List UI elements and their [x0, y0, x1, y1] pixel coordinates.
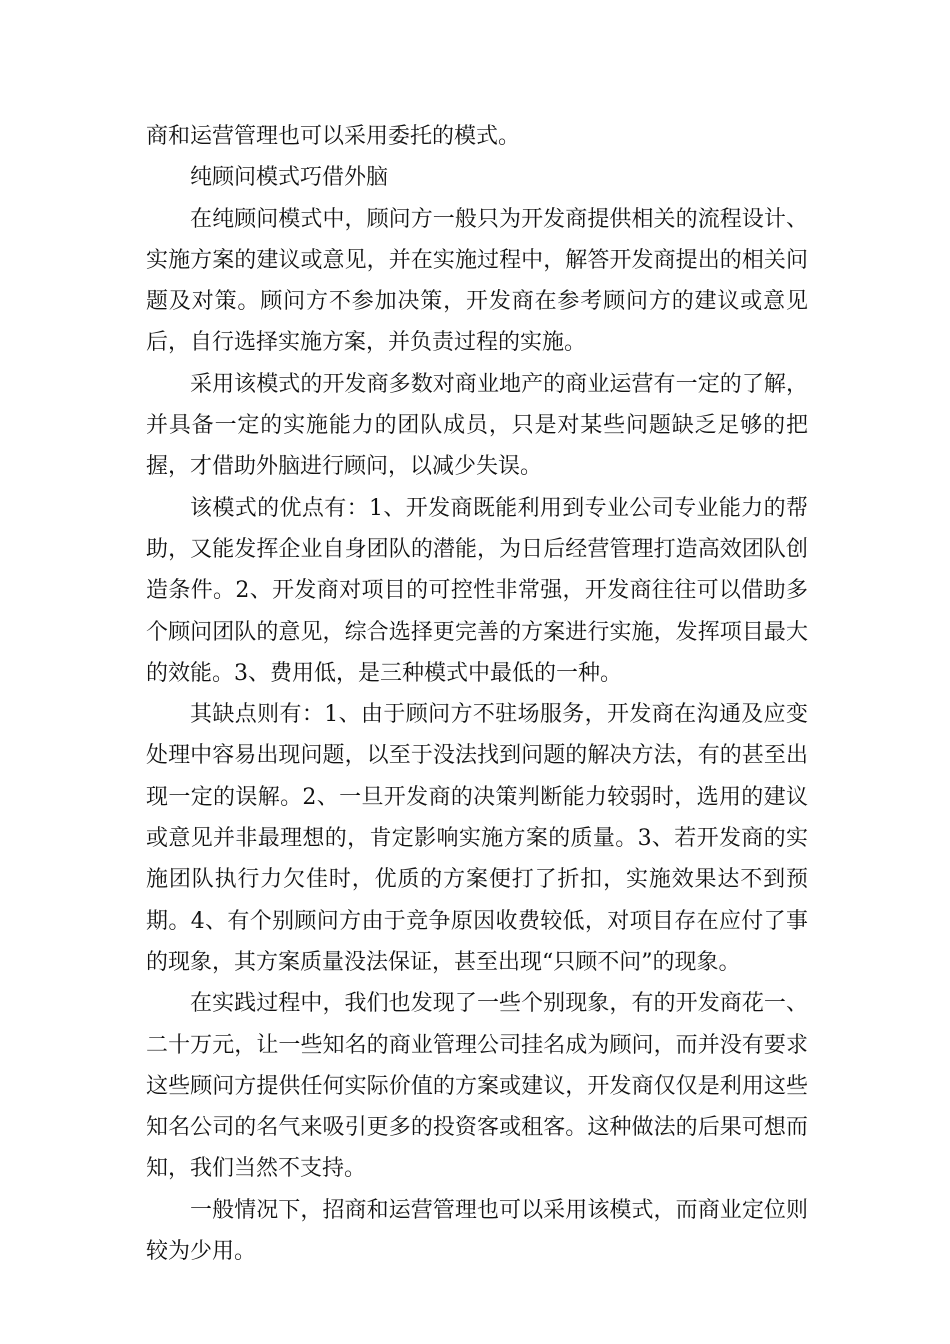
paragraph-continuation: 商和运营管理也可以采用委托的模式。 — [146, 124, 521, 149]
paragraph-advantages: 该模式的优点有：1、开发商既能利用到专业公司专业能力的帮助，又能发挥企业自身团队的潜能，为日后经营管理打造高效团队创造条件。2、开发商对项目的可控性非常强，开发商往往可以借助多个顾问团队的意见，综合选择更完善的方案进行实施，发挥项目最大的效能。3、费用低，是三种模式中最低的一种。 — [146, 495, 808, 686]
section-heading: 纯顾问模式巧借外脑 — [190, 165, 389, 191]
paragraph: 一般情况下，招商和运营管理也可以采用该模式，而商业定位则较为少用。 — [146, 1197, 808, 1265]
paragraph-disadvantages: 其缺点则有：1、由于顾问方不驻场服务，开发商在沟通及应变处理中容易出现问题，以至于没法找到问题的解决方法，有的甚至出现一定的误解。2、一旦开发商的决策判断能力较弱时，选用的建议或意见并非最理想的，肯定影响实施方案的质量。3、若开发商的实施团队执行力欠佳时，优质的方案便打了折扣，实施效果达不到预期。4、有个别顾问方由于竞争原因收费较低，对项目存在应付了事的现象，其方案质量没法保证，甚至出现“只顾不问”的现象。 — [146, 702, 808, 975]
document-page — [146, 116, 808, 1272]
paragraph: 在实践过程中，我们也发现了一些个别现象，有的开发商花一、二十万元，让一些知名的商业管理公司挂名成为顾问，而并没有要求这些顾问方提供任何实际价值的方案或建议，开发商仅仅是利用这些知名公司的名气来吸引更多的投资客或租客。这种做法的后果可想而知，我们当然不支持。 — [146, 991, 808, 1182]
paragraph: 在纯顾问模式中，顾问方一般只为开发商提供相关的流程设计、实施方案的建议或意见，并在实施过程中，解答开发商提出的相关问题及对策。顾问方不参加决策，开发商在参考顾问方的建议或意见后，自行选择实施方案，并负责过程的实施。 — [146, 206, 808, 356]
paragraph: 采用该模式的开发商多数对商业地产的商业运营有一定的了解，并具备一定的实施能力的团队成员，只是对某些问题缺乏足够的把握，才借助外脑进行顾问，以减少失误。 — [146, 371, 808, 480]
